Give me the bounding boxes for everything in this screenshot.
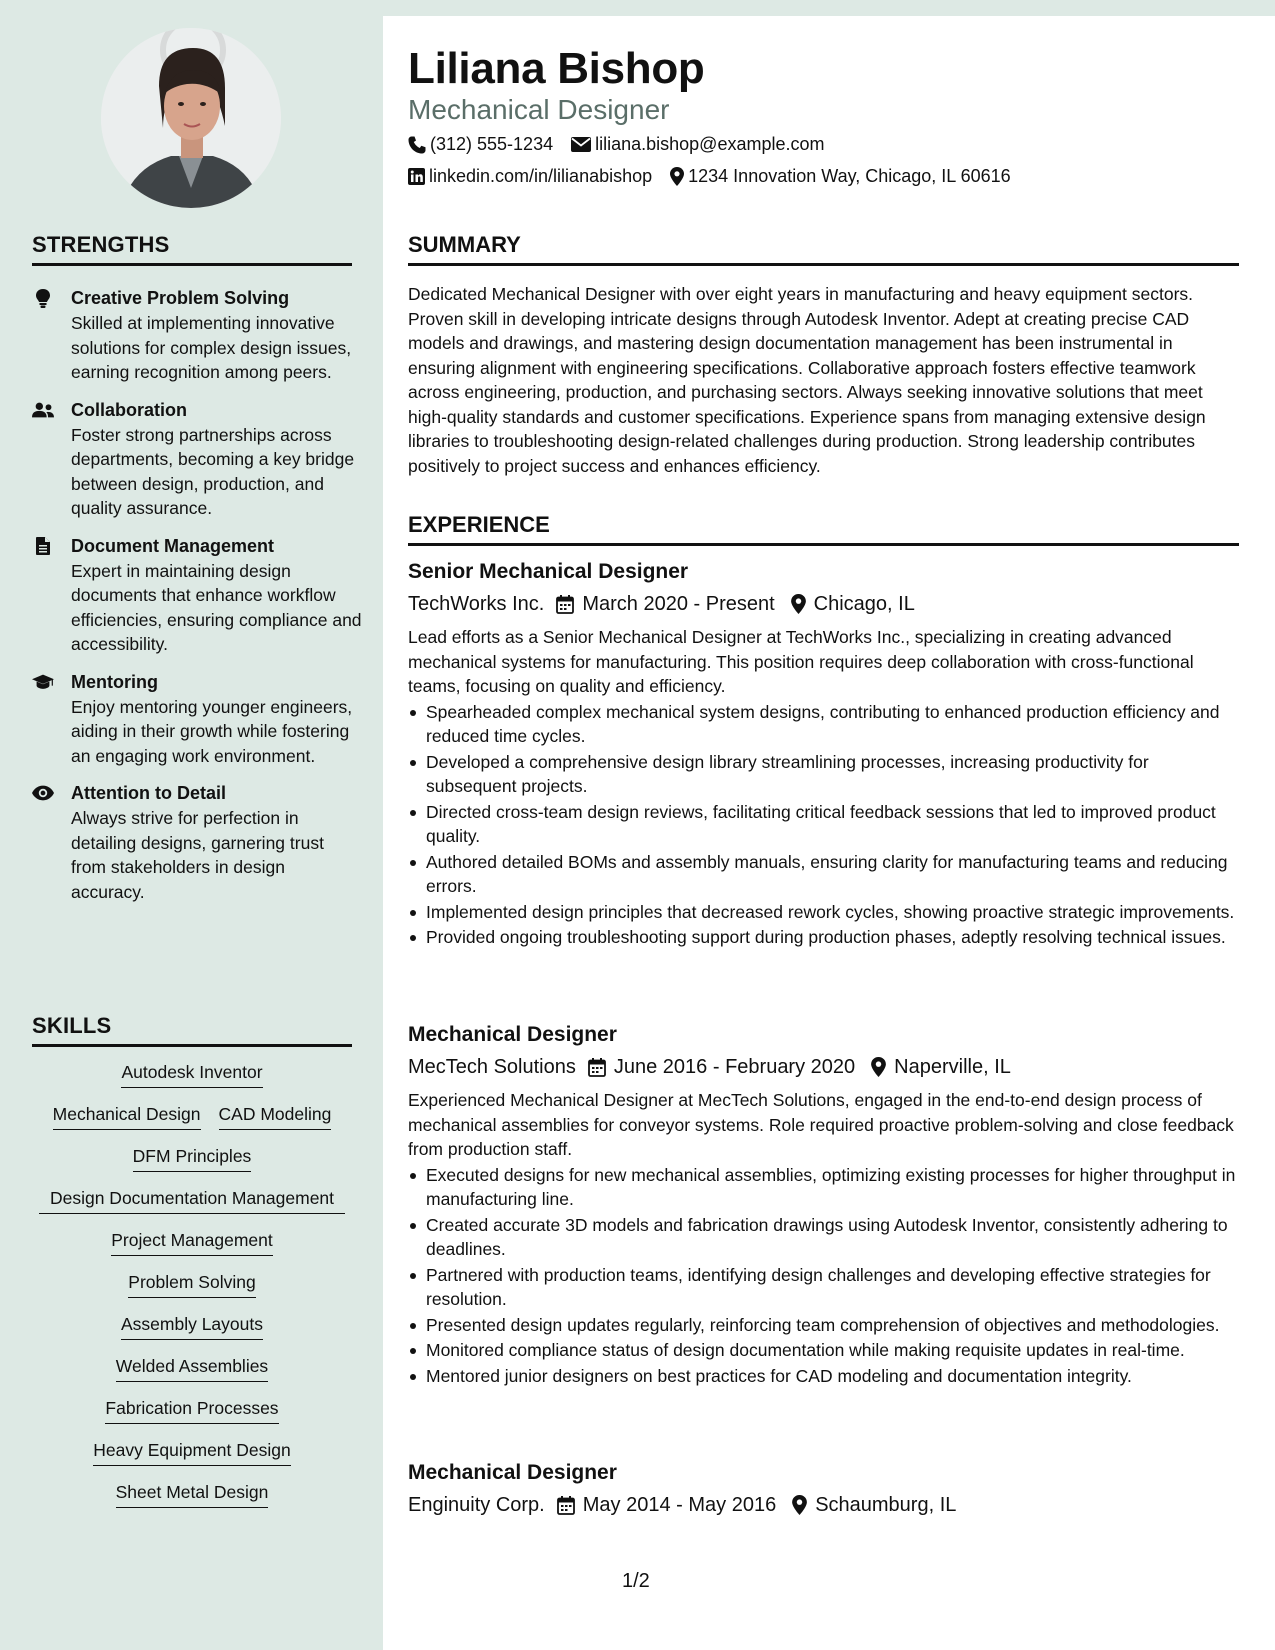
bullet-item: Monitored compliance status of design documentation while making requisite updates in real-time. — [408, 1338, 1239, 1363]
job-bullets — [408, 1163, 1239, 1389]
bullet-item: Executed designs for new mechanical assemblies, optimizing existing processes for higher throughput in manufacturing line. — [408, 1163, 1239, 1212]
job-company: MecTech Solutions — [408, 1056, 576, 1078]
phone-text: (312) 555-1234 — [430, 134, 554, 154]
bullet-item: Provided ongoing troubleshooting support during production phases, adeptly resolving technical issues. — [408, 925, 1239, 950]
job-meta — [408, 589, 1239, 619]
contact-row-1 — [408, 134, 824, 155]
calendar-icon — [556, 595, 574, 614]
linkedin-text: linkedin.com/in/lilianabishop — [429, 166, 653, 186]
experience-heading: EXPERIENCE — [408, 512, 1239, 546]
lightbulb-icon — [32, 288, 54, 308]
job-dates: June 2016 - February 2020 — [613, 1056, 856, 1078]
bullet-item: Authored detailed BOMs and assembly manuals, ensuring clarity for manufacturing teams and reducing errors. — [408, 850, 1239, 899]
strength-desc: Skilled at implementing innovative solutions for complex design issues, earning recognition among peers. — [71, 313, 352, 382]
email-text: liliana.bishop@example.com — [595, 134, 825, 154]
job-company: TechWorks Inc. — [408, 593, 545, 615]
strength-title: Mentoring — [71, 671, 158, 692]
bullet-item: Presented design updates regularly, reinforcing team comprehension of objectives and methodologies. — [408, 1313, 1239, 1338]
job-title: Mechanical Designer — [408, 1023, 617, 1046]
job-title: Senior Mechanical Designer — [408, 560, 689, 583]
linkedin-item — [408, 166, 652, 187]
map-pin-icon — [871, 1057, 886, 1077]
skill-tag: Mechanical Design — [53, 1102, 201, 1130]
address-item — [670, 166, 1011, 187]
strength-item — [32, 534, 362, 657]
skill-tag: Fabrication Processes — [105, 1396, 278, 1424]
job-description: Experienced Mechanical Designer at MecTech Solutions, engaged in the end-to-end design process of mechanical assemblies for conveyor systems. Role required proactive problem-solving and close feedback from production staff. — [408, 1090, 1234, 1159]
skill-tag: Design Documentation Management — [39, 1186, 345, 1214]
strength-item — [32, 781, 362, 904]
strength-title: Creative Problem Solving — [71, 288, 290, 308]
users-icon — [32, 400, 54, 420]
bullet-item: Developed a comprehensive design library streamlining processes, increasing productivity for subsequent projects. — [408, 750, 1239, 799]
skills-list — [32, 1060, 352, 1522]
job-meta — [408, 1490, 1239, 1520]
bullet-item: Created accurate 3D models and fabrication drawings using Autodesk Inventor, consistently adhering to deadlines. — [408, 1213, 1239, 1262]
graduation-cap-icon — [32, 672, 54, 692]
bullet-item: Directed cross-team design reviews, facilitating critical feedback sessions that led to improved product quality. — [408, 800, 1239, 849]
phone-icon — [408, 136, 426, 154]
email-item — [571, 134, 824, 155]
bullet-item: Mentored junior designers on best practices for CAD modeling and documentation integrity. — [408, 1364, 1239, 1389]
skill-tag: Project Management — [111, 1228, 272, 1256]
strength-item — [32, 670, 362, 769]
address-text: 1234 Innovation Way, Chicago, IL 60616 — [688, 166, 1011, 186]
strengths-heading: STRENGTHS — [32, 232, 352, 266]
contact-row-2 — [408, 166, 1011, 187]
strength-item — [32, 286, 362, 385]
strength-desc: Always strive for perfection in detailing designs, garnering trust from stakeholders in design accuracy. — [71, 808, 324, 902]
job-location: Chicago, IL — [813, 593, 915, 615]
map-pin-icon — [792, 1495, 807, 1515]
document-icon — [32, 536, 54, 556]
job-title: Mechanical Designer — [408, 1461, 617, 1484]
bullet-item: Implemented design principles that decreased rework cycles, showing proactive strategic improvements. — [408, 900, 1239, 925]
sidebar — [0, 0, 383, 1650]
job-company: Enginuity Corp. — [408, 1494, 545, 1516]
job-entry — [408, 1459, 1239, 1520]
skills-heading: SKILLS — [32, 1013, 352, 1047]
calendar-icon — [588, 1058, 606, 1077]
skill-tag: Heavy Equipment Design — [93, 1438, 290, 1466]
eye-icon — [32, 783, 54, 803]
job-entry — [408, 1021, 1239, 1389]
skill-tag: Assembly Layouts — [121, 1312, 263, 1340]
map-pin-icon — [670, 167, 684, 186]
strength-desc: Enjoy mentoring younger engineers, aiding in their growth while fostering an engaging work environment. — [71, 696, 353, 766]
job-description: Lead efforts as a Senior Mechanical Designer at TechWorks Inc., specializing in creating advanced mechanical systems for manufacturing. This position requires deep collaboration with cross-functional teams, focusing on quality and efficiency. — [408, 627, 1194, 696]
skill-tag: CAD Modeling — [219, 1102, 332, 1130]
calendar-icon — [557, 1496, 575, 1515]
job-entry — [408, 558, 1239, 951]
job-location: Naperville, IL — [894, 1056, 1011, 1078]
strength-title: Document Management — [71, 535, 275, 556]
map-pin-icon — [791, 594, 806, 614]
strength-item — [32, 398, 362, 521]
strengths-list — [32, 286, 362, 917]
summary-text: Dedicated Mechanical Designer with over eight years in manufacturing and heavy equipment sectors. Proven skill in developing intricate designs through Autodesk Inventor. Adept at creating precise CAD models and drawings, and mastering design documentation management has been instrumental in ensuring alignment with engineering specifications. Collaborative approach fosters effective teamwork across engineering, production, and purchasing sectors. Always seeking innovative solutions that meet high-quality standards and customer specifications. Experience spans from managing extensive design libraries to troubleshooting design-related challenges during production. Strong leadership contributes positively to project success and enhances efficiency. — [408, 284, 1206, 476]
bullet-item: Spearheaded complex mechanical system designs, contributing to enhanced production efficiency and reduced time cycles. — [408, 700, 1239, 749]
candidate-title: Mechanical Designer — [408, 94, 670, 125]
skill-tag: Sheet Metal Design — [116, 1480, 269, 1508]
profile-photo — [101, 28, 281, 208]
envelope-icon — [571, 137, 591, 152]
skill-tag: Autodesk Inventor — [121, 1060, 262, 1088]
job-location: Schaumburg, IL — [815, 1494, 957, 1516]
main-content — [383, 16, 1275, 1650]
skill-tag: Welded Assemblies — [116, 1354, 268, 1382]
job-bullets — [408, 700, 1239, 950]
summary-heading: SUMMARY — [408, 232, 1239, 266]
strength-desc: Expert in maintaining design documents that enhance workflow efficiencies, ensuring compliance and accessibility. — [71, 560, 362, 654]
strength-desc: Foster strong partnerships across departments, becoming a key bridge between design, production, and quality assurance. — [71, 424, 355, 518]
job-dates: May 2014 - May 2016 — [582, 1494, 777, 1516]
job-meta — [408, 1052, 1239, 1082]
strength-title: Collaboration — [71, 399, 187, 420]
job-dates: March 2020 - Present — [582, 593, 775, 615]
candidate-name: Liliana Bishop — [408, 44, 705, 93]
page-number: 1/2 — [622, 1570, 650, 1592]
strength-title: Attention to Detail — [71, 783, 226, 803]
phone-item — [408, 134, 553, 155]
bullet-item: Partnered with production teams, identifying design challenges and developing effective strategies for resolution. — [408, 1263, 1239, 1312]
skill-tag: Problem Solving — [128, 1270, 255, 1298]
skill-tag: DFM Principles — [133, 1144, 252, 1172]
linkedin-icon — [408, 168, 425, 185]
